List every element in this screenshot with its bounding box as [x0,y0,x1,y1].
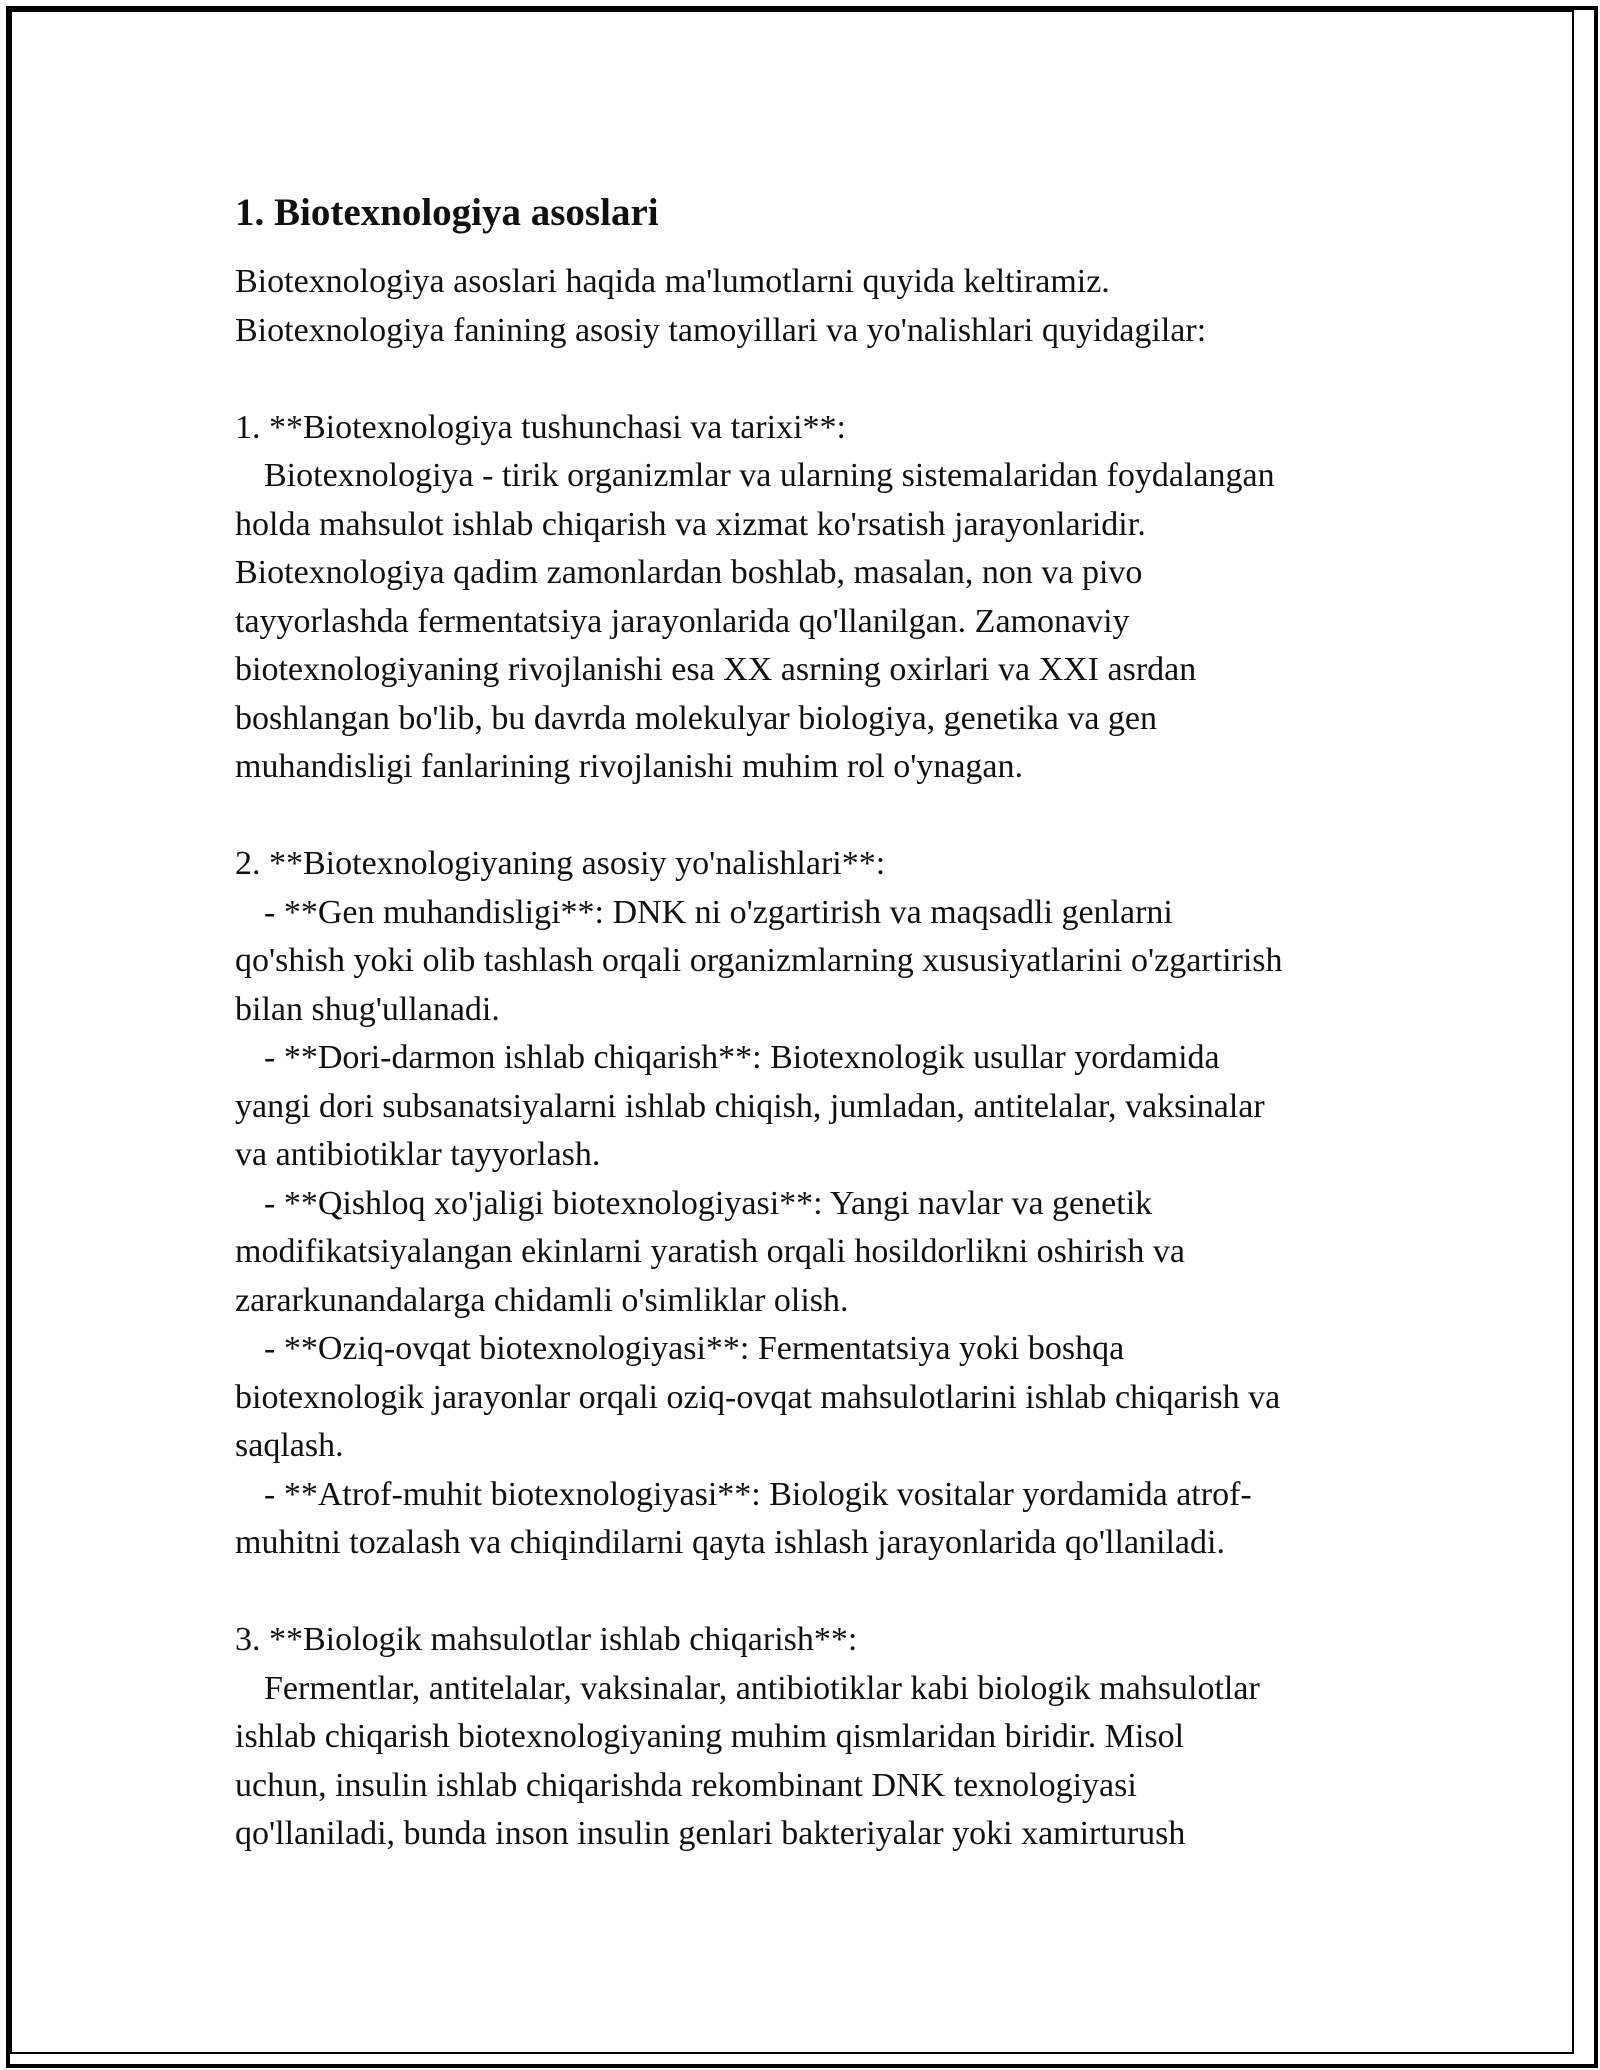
text-line: tayyorlashda fermentatsiya jarayonlarida qo'llanilgan. Zamonaviy [235,602,1130,640]
blank-line [235,1568,1395,1617]
text-line: - **Atrof-muhit biotexnologiyasi**: Biologik vositalar yordamida atrof- [264,1475,1252,1513]
text-line: ishlab chiqarish biotexnologiyaning muhim qismlaridan biridir. Misol [235,1718,1185,1755]
text-line: Biotexnologiya fanining asosiy tamoyillari va yo'nalishlari quyidagilar: [235,311,1207,349]
text-line: 2. **Biotexnologiyaning asosiy yo'nalishlari**: [235,845,886,882]
text-line: - **Gen muhandisligi**: DNK ni o'zgartirish va maqsadli genlarni [264,893,1173,931]
blank-line [235,792,1395,841]
text-line: bilan shug'ullanadi. [235,990,500,1028]
blank-line [235,355,1395,404]
text-line: muhandisligi fanlarining rivojlanishi muhim rol o'ynagan. [235,748,1024,785]
text-line: qo'shish yoki olib tashlash orqali organizmlarning xususiyatlarini o'zgartirish [235,942,1283,979]
text-line: - **Qishloq xo'jaligi biotexnologiyasi**: Yangi navlar va genetik [264,1184,1153,1222]
text-line: - **Oziq-ovqat biotexnologiyasi**: Fermentatsiya yoki boshqa [264,1330,1125,1367]
document-title: 1. Biotexnologiya asoslari [235,191,659,234]
text-line: Biotexnologiya asoslari haqida ma'lumotlarni quyida keltiramiz. [235,263,1110,300]
text-line: holda mahsulot ishlab chiqarish va xizmat ko'rsatish jarayonlaridir. [235,505,1146,543]
text-line: zararkunandalarga chidamli o'simliklar olish. [235,1281,849,1319]
text-line: Biotexnologiya - tirik organizmlar va ularning sistemalaridan foydalangan [264,457,1275,494]
document-page [235,186,1395,1859]
text-line: - **Dori-darmon ishlab chiqarish**: Biotexnologik usullar yordamida [264,1039,1220,1076]
text-line: saqlash. [235,1427,344,1464]
text-line: Biotexnologiya qadim zamonlardan boshlab, masalan, non va pivo [235,554,1143,591]
text-line: muhitni tozalash va chiqindilarni qayta ishlash jarayonlarida qo'llaniladi. [235,1524,1225,1561]
text-line: modifikatsiyalangan ekinlarni yaratish orqali hosildorlikni oshirish va [235,1233,1185,1270]
text-line: va antibiotiklar tayyorlash. [235,1136,601,1173]
text-line: biotexnologik jarayonlar orqali oziq-ovqat mahsulotlarini ishlab chiqarish va [235,1378,1281,1416]
text-line: uchun, insulin ishlab chiqarishda rekombinant DNK texnologiyasi [235,1766,1137,1804]
text-line: biotexnologiyaning rivojlanishi esa XX asrning oxirlari va XXI asrdan [235,651,1197,688]
text-line: 1. **Biotexnologiya tushunchasi va tarixi**: [235,408,846,446]
text-line: qo'llaniladi, bunda inson insulin genlari bakteriyalar yoki xamirturush [235,1815,1186,1852]
text-line: yangi dori subsanatsiyalarni ishlab chiqish, jumladan, antitelalar, vaksinalar [235,1087,1265,1125]
text-line: Fermentlar, antitelalar, vaksinalar, antibiotiklar kabi biologik mahsulotlar [264,1669,1260,1707]
text-line: 3. **Biologik mahsulotlar ishlab chiqarish**: [235,1621,858,1658]
text-line: boshlangan bo'lib, bu davrda molekulyar biologiya, genetika va gen [235,699,1158,737]
document-body [235,258,1395,1859]
